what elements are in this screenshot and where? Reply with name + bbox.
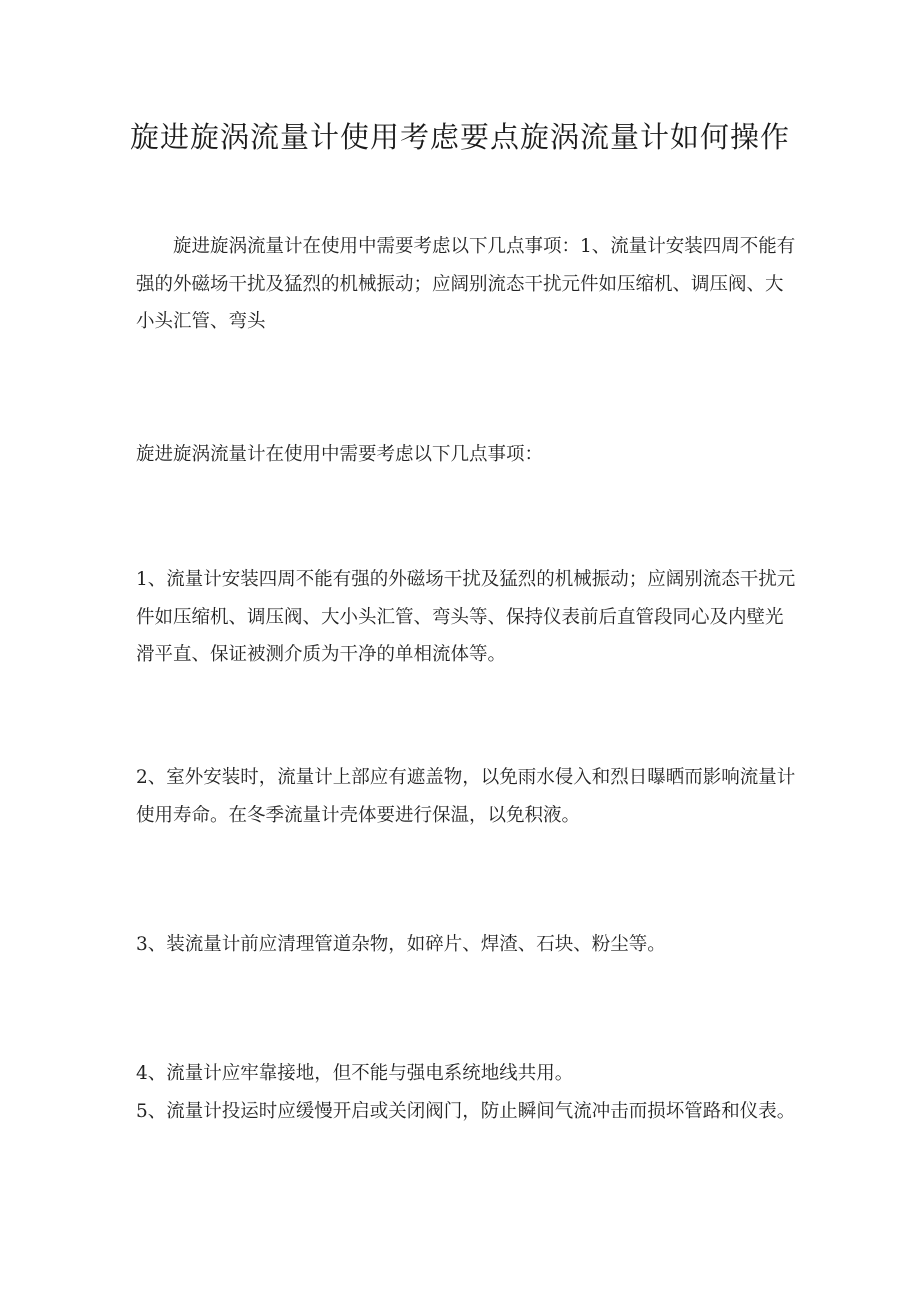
list-item-1: 1、流量计安装四周不能有强的外磁场干扰及猛烈的机械振动；应阔别流态干扰元件如压缩机、调压阀、大小头汇管、弯头等、保持仪表前后直管段同心及内壁光滑平直、保证被测介质为干净的单相流体等。 — [136, 569, 796, 665]
list-item-3: 3、装流量计前应清理管道杂物，如碎片、焊渣、石块、粉尘等。 — [136, 934, 666, 955]
list-items-4-5 — [136, 1055, 796, 1130]
document-title: 旋进旋涡流量计使用考虑要点旋涡流量计如何操作 — [130, 120, 791, 154]
list-item-4: 4、流量计应牢靠接地，但不能与强电系统地线共用。 — [136, 1063, 574, 1084]
intro-paragraph: 旋进旋涡流量计在使用中需要考虑以下几点事项： — [136, 444, 544, 465]
summary-paragraph: 旋进旋涡流量计在使用中需要考虑以下几点事项：1、流量计安装四周不能有强的外磁场干扰及猛烈的机械振动；应阔别流态干扰元件如压缩机、调压阀、大小头汇管、弯头 — [136, 236, 796, 332]
list-item-5: 5、流量计投运时应缓慢开启或关闭阀门，防止瞬间气流冲击而损坏管路和仪表。 — [136, 1100, 796, 1122]
list-item-2: 2、室外安装时，流量计上部应有遮盖物，以免雨水侵入和烈日曝晒而影响流量计使用寿命。在冬季流量计壳体要进行保温，以免积液。 — [136, 767, 796, 826]
